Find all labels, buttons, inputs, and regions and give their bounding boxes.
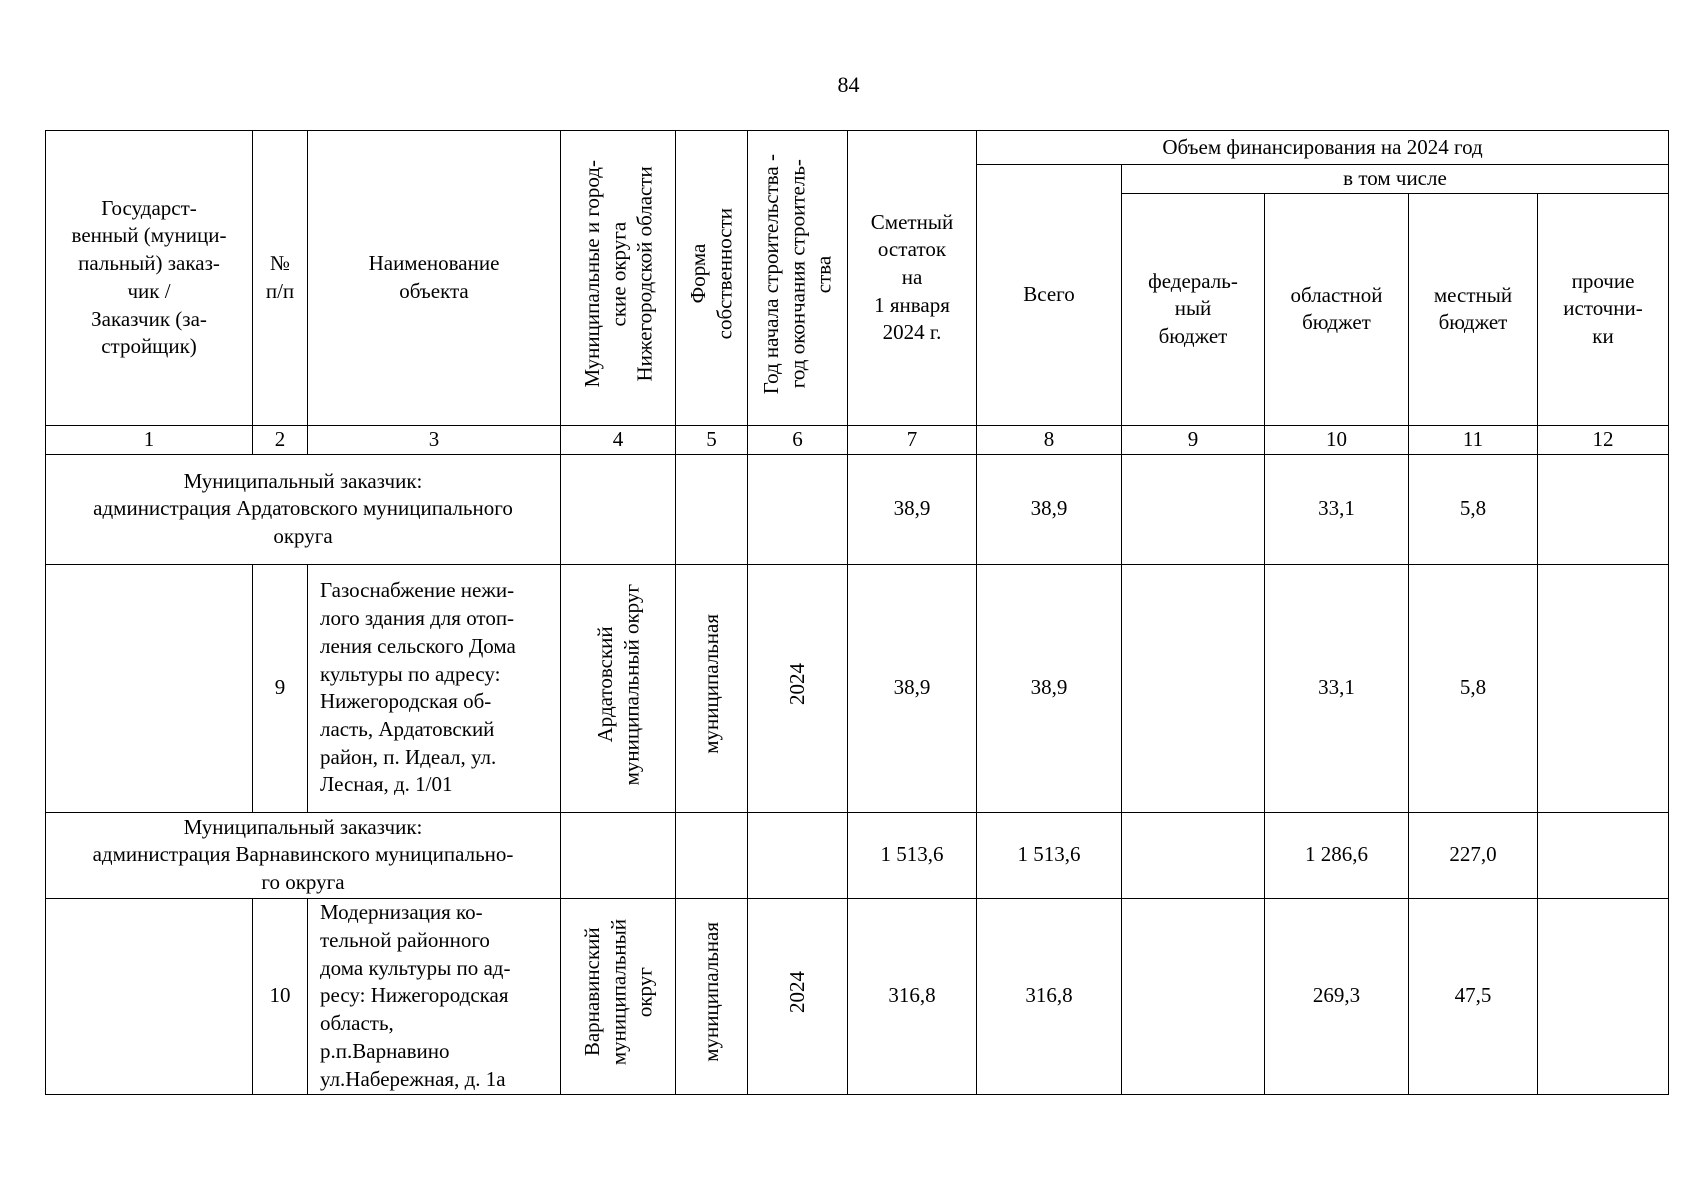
table-row-customer: [46, 812, 1669, 898]
district-cell: Ардатовский муниципальный округ: [561, 564, 676, 812]
estimate-cell: 316,8: [848, 898, 977, 1094]
total-cell: 1 513,6: [977, 812, 1122, 898]
column-number: 4: [561, 425, 676, 454]
number-cell: 10: [253, 898, 308, 1094]
financing-table: [45, 130, 1669, 1095]
number-cell: 9: [253, 564, 308, 812]
object-name-cell: Модернизация ко- тельной районного дома культуры по ад- ресу: Нижегородская область, р.п.Варнавино ул.Набережная, д. 1а: [308, 898, 561, 1094]
column-number: 9: [1122, 425, 1265, 454]
estimate-cell: 1 513,6: [848, 812, 977, 898]
other-cell: [1538, 812, 1669, 898]
customer-cell: Муниципальный заказчик: администрация Ардатовского муниципального округа: [46, 454, 561, 564]
header-federal: федераль- ный бюджет: [1122, 193, 1265, 425]
column-numbers-row: [46, 425, 1669, 454]
header-including: в том числе: [1122, 165, 1669, 194]
total-cell: 38,9: [977, 564, 1122, 812]
column-number: 10: [1265, 425, 1409, 454]
table-row-object: [46, 564, 1669, 812]
estimate-cell: 38,9: [848, 564, 977, 812]
column-number: 3: [308, 425, 561, 454]
column-number: 11: [1409, 425, 1538, 454]
local-cell: 47,5: [1409, 898, 1538, 1094]
regional-cell: 269,3: [1265, 898, 1409, 1094]
header-local: местный бюджет: [1409, 193, 1538, 425]
years-cell: 2024: [748, 564, 848, 812]
header-number: № п/п: [253, 131, 308, 426]
header-regional: областной бюджет: [1265, 193, 1409, 425]
federal-cell: [1122, 564, 1265, 812]
header-object-name: Наименование объекта: [308, 131, 561, 426]
federal-cell: [1122, 898, 1265, 1094]
column-number: 1: [46, 425, 253, 454]
regional-cell: 1 286,6: [1265, 812, 1409, 898]
federal-cell: [1122, 454, 1265, 564]
column-number: 7: [848, 425, 977, 454]
header-ownership: Форма собственности: [676, 131, 748, 426]
estimate-cell: 38,9: [848, 454, 977, 564]
other-cell: [1538, 454, 1669, 564]
customer-cell: Муниципальный заказчик: администрация Варнавинского муниципально- го округа: [46, 812, 561, 898]
header-other: прочие источни- ки: [1538, 193, 1669, 425]
header-customer: Государст- венный (муници- пальный) заказ- чик / Заказчик (за- стройщик): [46, 131, 253, 426]
regional-cell: 33,1: [1265, 454, 1409, 564]
table-row-object: [46, 898, 1669, 1094]
header-district: Муниципальные и город- ские округа Нижегородской области: [561, 131, 676, 426]
total-cell: 316,8: [977, 898, 1122, 1094]
header-total: Всего: [977, 165, 1122, 426]
total-cell: 38,9: [977, 454, 1122, 564]
other-cell: [1538, 898, 1669, 1094]
column-number: 12: [1538, 425, 1669, 454]
district-cell: Варнавинский муниципальный округ: [561, 898, 676, 1094]
object-name-cell: Газоснабжение нежи- лого здания для отоп- ления сельского Дома культуры по адресу: Нижегородская об- ласть, Ардатовский район, п. Идеал, ул. Лесная, д. 1/01: [308, 564, 561, 812]
local-cell: 5,8: [1409, 564, 1538, 812]
column-number: 6: [748, 425, 848, 454]
other-cell: [1538, 564, 1669, 812]
years-cell: 2024: [748, 898, 848, 1094]
ownership-cell: муниципальная: [676, 564, 748, 812]
ownership-cell: муниципальная: [676, 898, 748, 1094]
local-cell: 5,8: [1409, 454, 1538, 564]
federal-cell: [1122, 812, 1265, 898]
header-years: Год начала строительства - год окончания строитель- ства: [748, 131, 848, 426]
column-number: 5: [676, 425, 748, 454]
column-number: 8: [977, 425, 1122, 454]
local-cell: 227,0: [1409, 812, 1538, 898]
table-row-customer: [46, 454, 1669, 564]
page-number: 84: [837, 72, 860, 97]
header-financing: Объем финансирования на 2024 год: [977, 131, 1669, 165]
header-estimate: Сметный остаток на 1 января 2024 г.: [848, 131, 977, 426]
regional-cell: 33,1: [1265, 564, 1409, 812]
column-number: 2: [253, 425, 308, 454]
